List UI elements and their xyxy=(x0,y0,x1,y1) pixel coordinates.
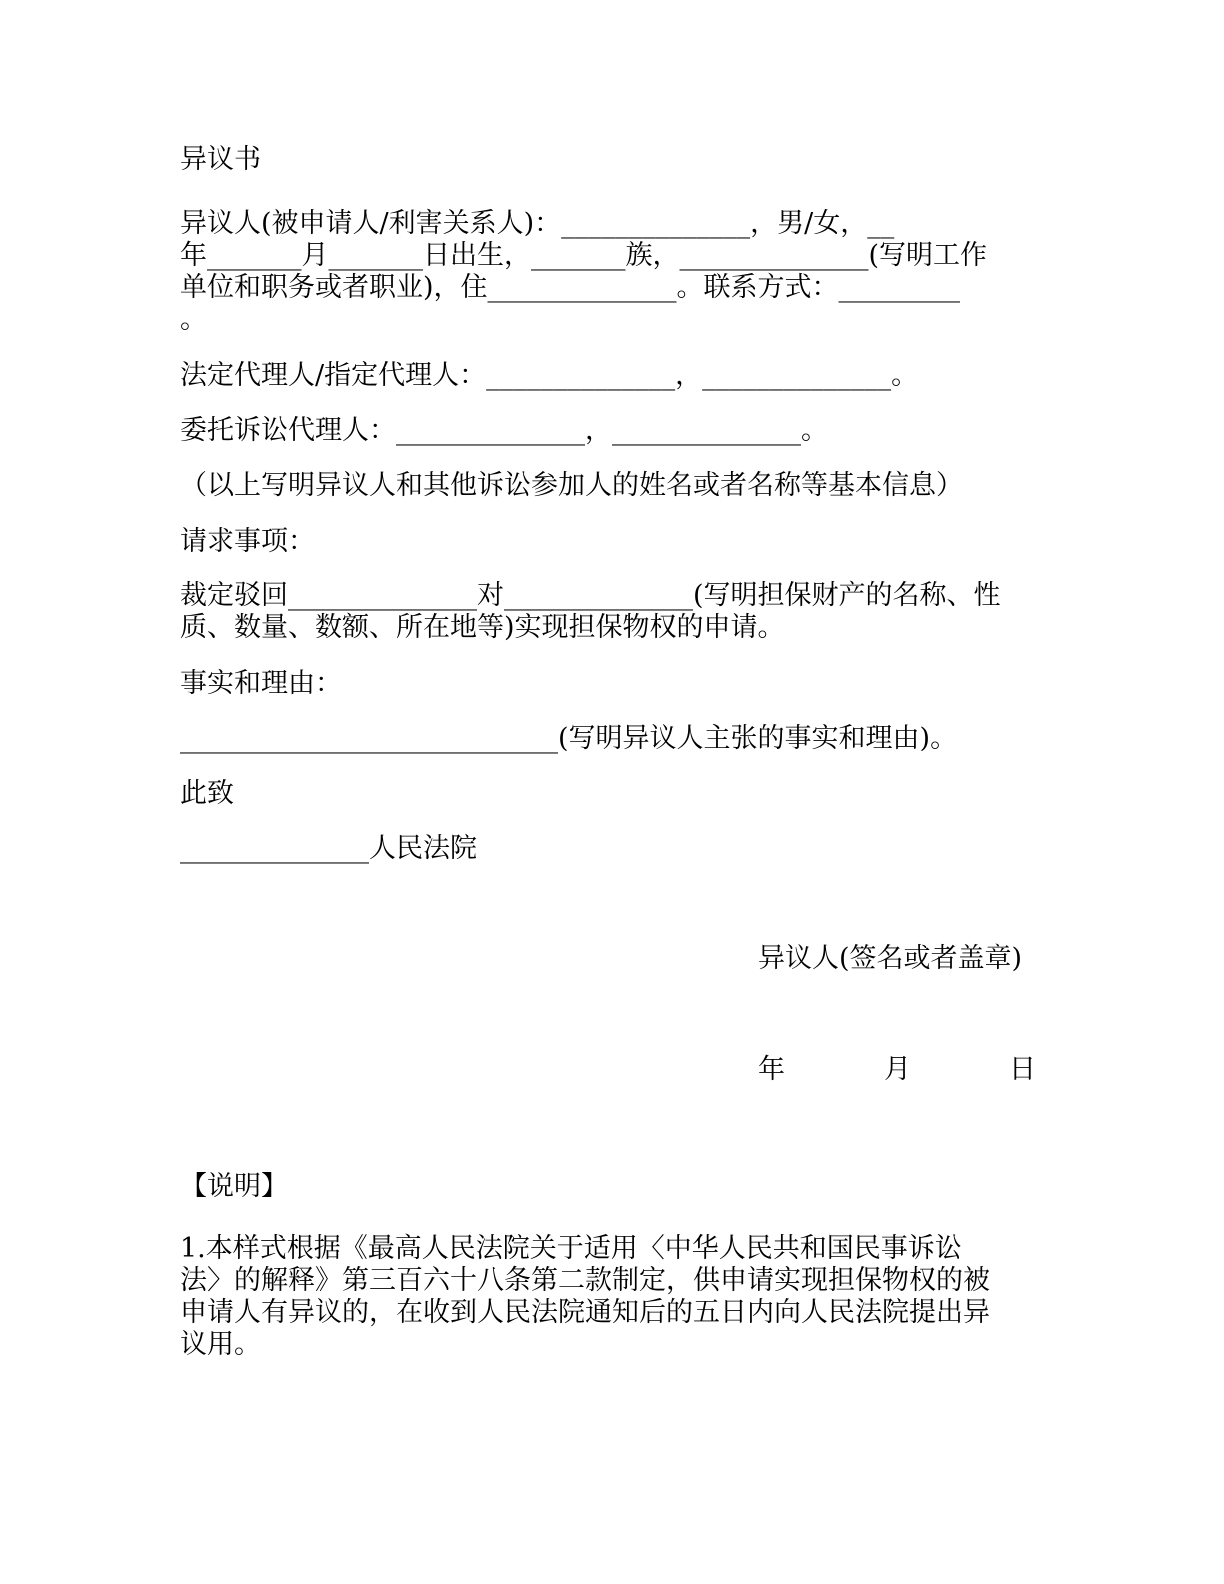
explanation-line-3: 申请人有异议的，在收到人民法院通知后的五日内向人民法院提出异 xyxy=(180,1297,990,1328)
legal-agent-line: 法定代理人/指定代理人：______________，______________。 xyxy=(180,360,919,391)
explanation-line-4: 议用。 xyxy=(180,1329,261,1360)
objector-line-4: 。 xyxy=(180,304,207,335)
facts-heading: 事实和理由： xyxy=(180,668,342,699)
explanation-line-1: 1.本样式根据《最高人民法院关于适用〈中华人民共和国民事诉讼 xyxy=(180,1233,962,1264)
date-month: 月 xyxy=(884,1054,911,1085)
request-line-2: 质、数量、数额、所在地等)实现担保物权的申请。 xyxy=(180,612,785,643)
facts-body: ____________________________(写明异议人主张的事实和理由)。 xyxy=(180,723,958,754)
objector-line-2: 年_______月_______日出生，_______族，______________(写明工作 xyxy=(180,240,988,271)
date-day: 日 xyxy=(1009,1054,1036,1085)
request-heading: 请求事项： xyxy=(180,526,315,557)
document-title: 异议书 xyxy=(180,144,261,175)
request-line-1: 裁定驳回______________对______________(写明担保财产的名称、性 xyxy=(180,580,1001,611)
entrusted-agent-line: 委托诉讼代理人：______________，______________。 xyxy=(180,415,828,446)
objector-line-3: 单位和职务或者职业)，住______________。联系方式：_________ xyxy=(180,272,961,303)
explanation-line-2: 法〉的解释》第三百六十八条第二款制定，供申请实现担保物权的被 xyxy=(180,1265,990,1296)
salutation: 此致 xyxy=(180,778,234,809)
signature-line: 异议人(签名或者盖章) xyxy=(758,943,1023,974)
basic-info-note: （以上写明异议人和其他诉讼参加人的姓名或者名称等基本信息） xyxy=(180,470,963,501)
court-line: ______________人民法院 xyxy=(180,833,477,864)
objector-line-1: 异议人(被申请人/利害关系人)：______________，男/女，__ xyxy=(180,208,895,239)
explanation-heading: 【说明】 xyxy=(180,1171,288,1202)
date-year: 年 xyxy=(758,1054,785,1085)
